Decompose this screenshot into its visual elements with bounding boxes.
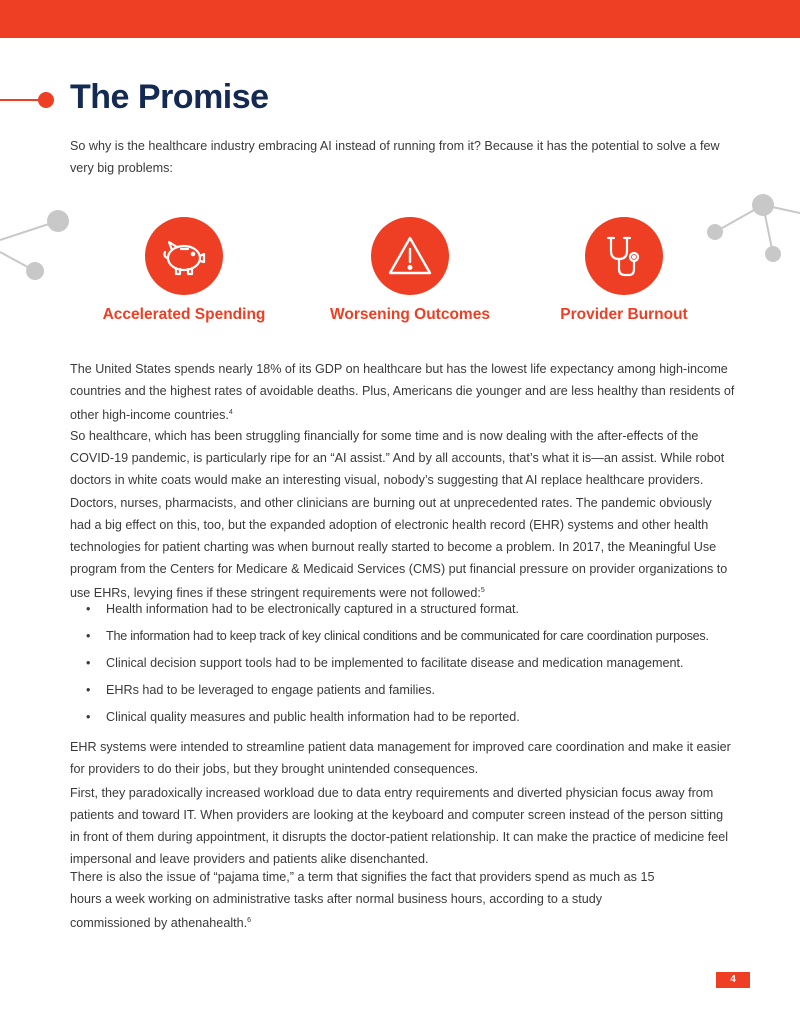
list-item: • EHRs had to be leveraged to engage patients and families. <box>86 679 746 706</box>
intro-paragraph: So why is the healthcare industry embracing AI instead of running from it? Because it has the potential to solve a few very big problems: <box>70 139 720 175</box>
header-band <box>0 0 800 38</box>
paragraph-pajama-time: There is also the issue of “pajama time,” a term that signifies the fact that providers spend as much as 15 hours a week working on administrative tasks after normal business hours, according to a study commissioned by athenahealth.$^6$ <box>70 870 655 931</box>
bullet-glyph: • <box>86 629 91 643</box>
paragraph-spending: The United States spends nearly 18% of its GDP on healthcare but has the lowest life expectancy among high-income countries and the highest rates of avoidable deaths. Plus, Americans die younger and are less healthy than residents of other high-income countries.$^4$ <box>70 362 735 423</box>
warning-icon <box>371 217 449 295</box>
requirements-list <box>86 598 746 733</box>
paragraph-ehr-intent: EHR systems were intended to streamline patient data management for improved care coordination and make it easier for providers to do their jobs, but they brought unintended consequences. <box>70 740 731 776</box>
paragraph-burnout: Doctors, nurses, pharmacists, and other clinicians are burning out at unprecedented rates. The pandemic obviously had a big effect on this, too, but the expanded adoption of electronic health record (EHR) systems and other health technologies for patient charting was when burnout really started to become a problem. In 2017, the Meaningful Use program from the Centers for Medicare & Medicaid Services (CMS) put financial pressure on provider organizations to use EHRs, levying fines if these stringent requirements were not followed:$^5$ <box>70 496 728 601</box>
list-item: • Health information had to be electronically captured in a structured format. <box>86 598 746 625</box>
footnote-ref: 6 <box>247 917 252 924</box>
page-title: The Promise <box>70 78 269 116</box>
paragraph-covid: So healthcare, which has been struggling financially for some time and is now dealing with the after-effects of the COVID-19 pandemic, is particularly ripe for an “AI assist.” And by all accounts, that’s what it is—an assist. While robot doctors in white coats would make an interesting visual, nobody’s suggesting that AI replace healthcare providers. <box>70 429 725 487</box>
stethoscope-icon <box>585 217 663 295</box>
bullet-glyph: • <box>86 683 91 697</box>
piggy-bank-icon <box>145 217 223 295</box>
list-item: • Clinical decision support tools had to be implemented to facilitate disease and medication management. <box>86 652 746 679</box>
footnote-ref: 5 <box>480 587 485 594</box>
bullet-glyph: • <box>86 656 91 670</box>
bullet-glyph: • <box>86 710 91 724</box>
title-accent-dot <box>38 92 54 108</box>
page-number: 4 <box>716 972 750 988</box>
list-item: • Clinical quality measures and public health information had to be reported. <box>86 706 746 733</box>
footnote-ref: 4 <box>228 409 233 416</box>
problem-label-burnout: Provider Burnout <box>560 306 688 323</box>
list-item: • The information had to keep track of key clinical conditions and be communicated for care coordination purposes. <box>86 625 746 652</box>
problem-label-spending: Accelerated Spending <box>102 306 266 323</box>
paragraph-ehr-consequences: First, they paradoxically increased workload due to data entry requirements and diverted physician focus away from patients and toward IT. When providers are looking at the keyboard and computer screen instead of the person sitting in front of them during appointment, it disrupts the doctor-patient relationship. It can make the practice of medicine feel impersonal and leave providers and patients alike disenchanted. <box>70 786 729 866</box>
problem-label-outcomes: Worsening Outcomes <box>330 306 490 323</box>
bullet-glyph: • <box>86 602 91 616</box>
